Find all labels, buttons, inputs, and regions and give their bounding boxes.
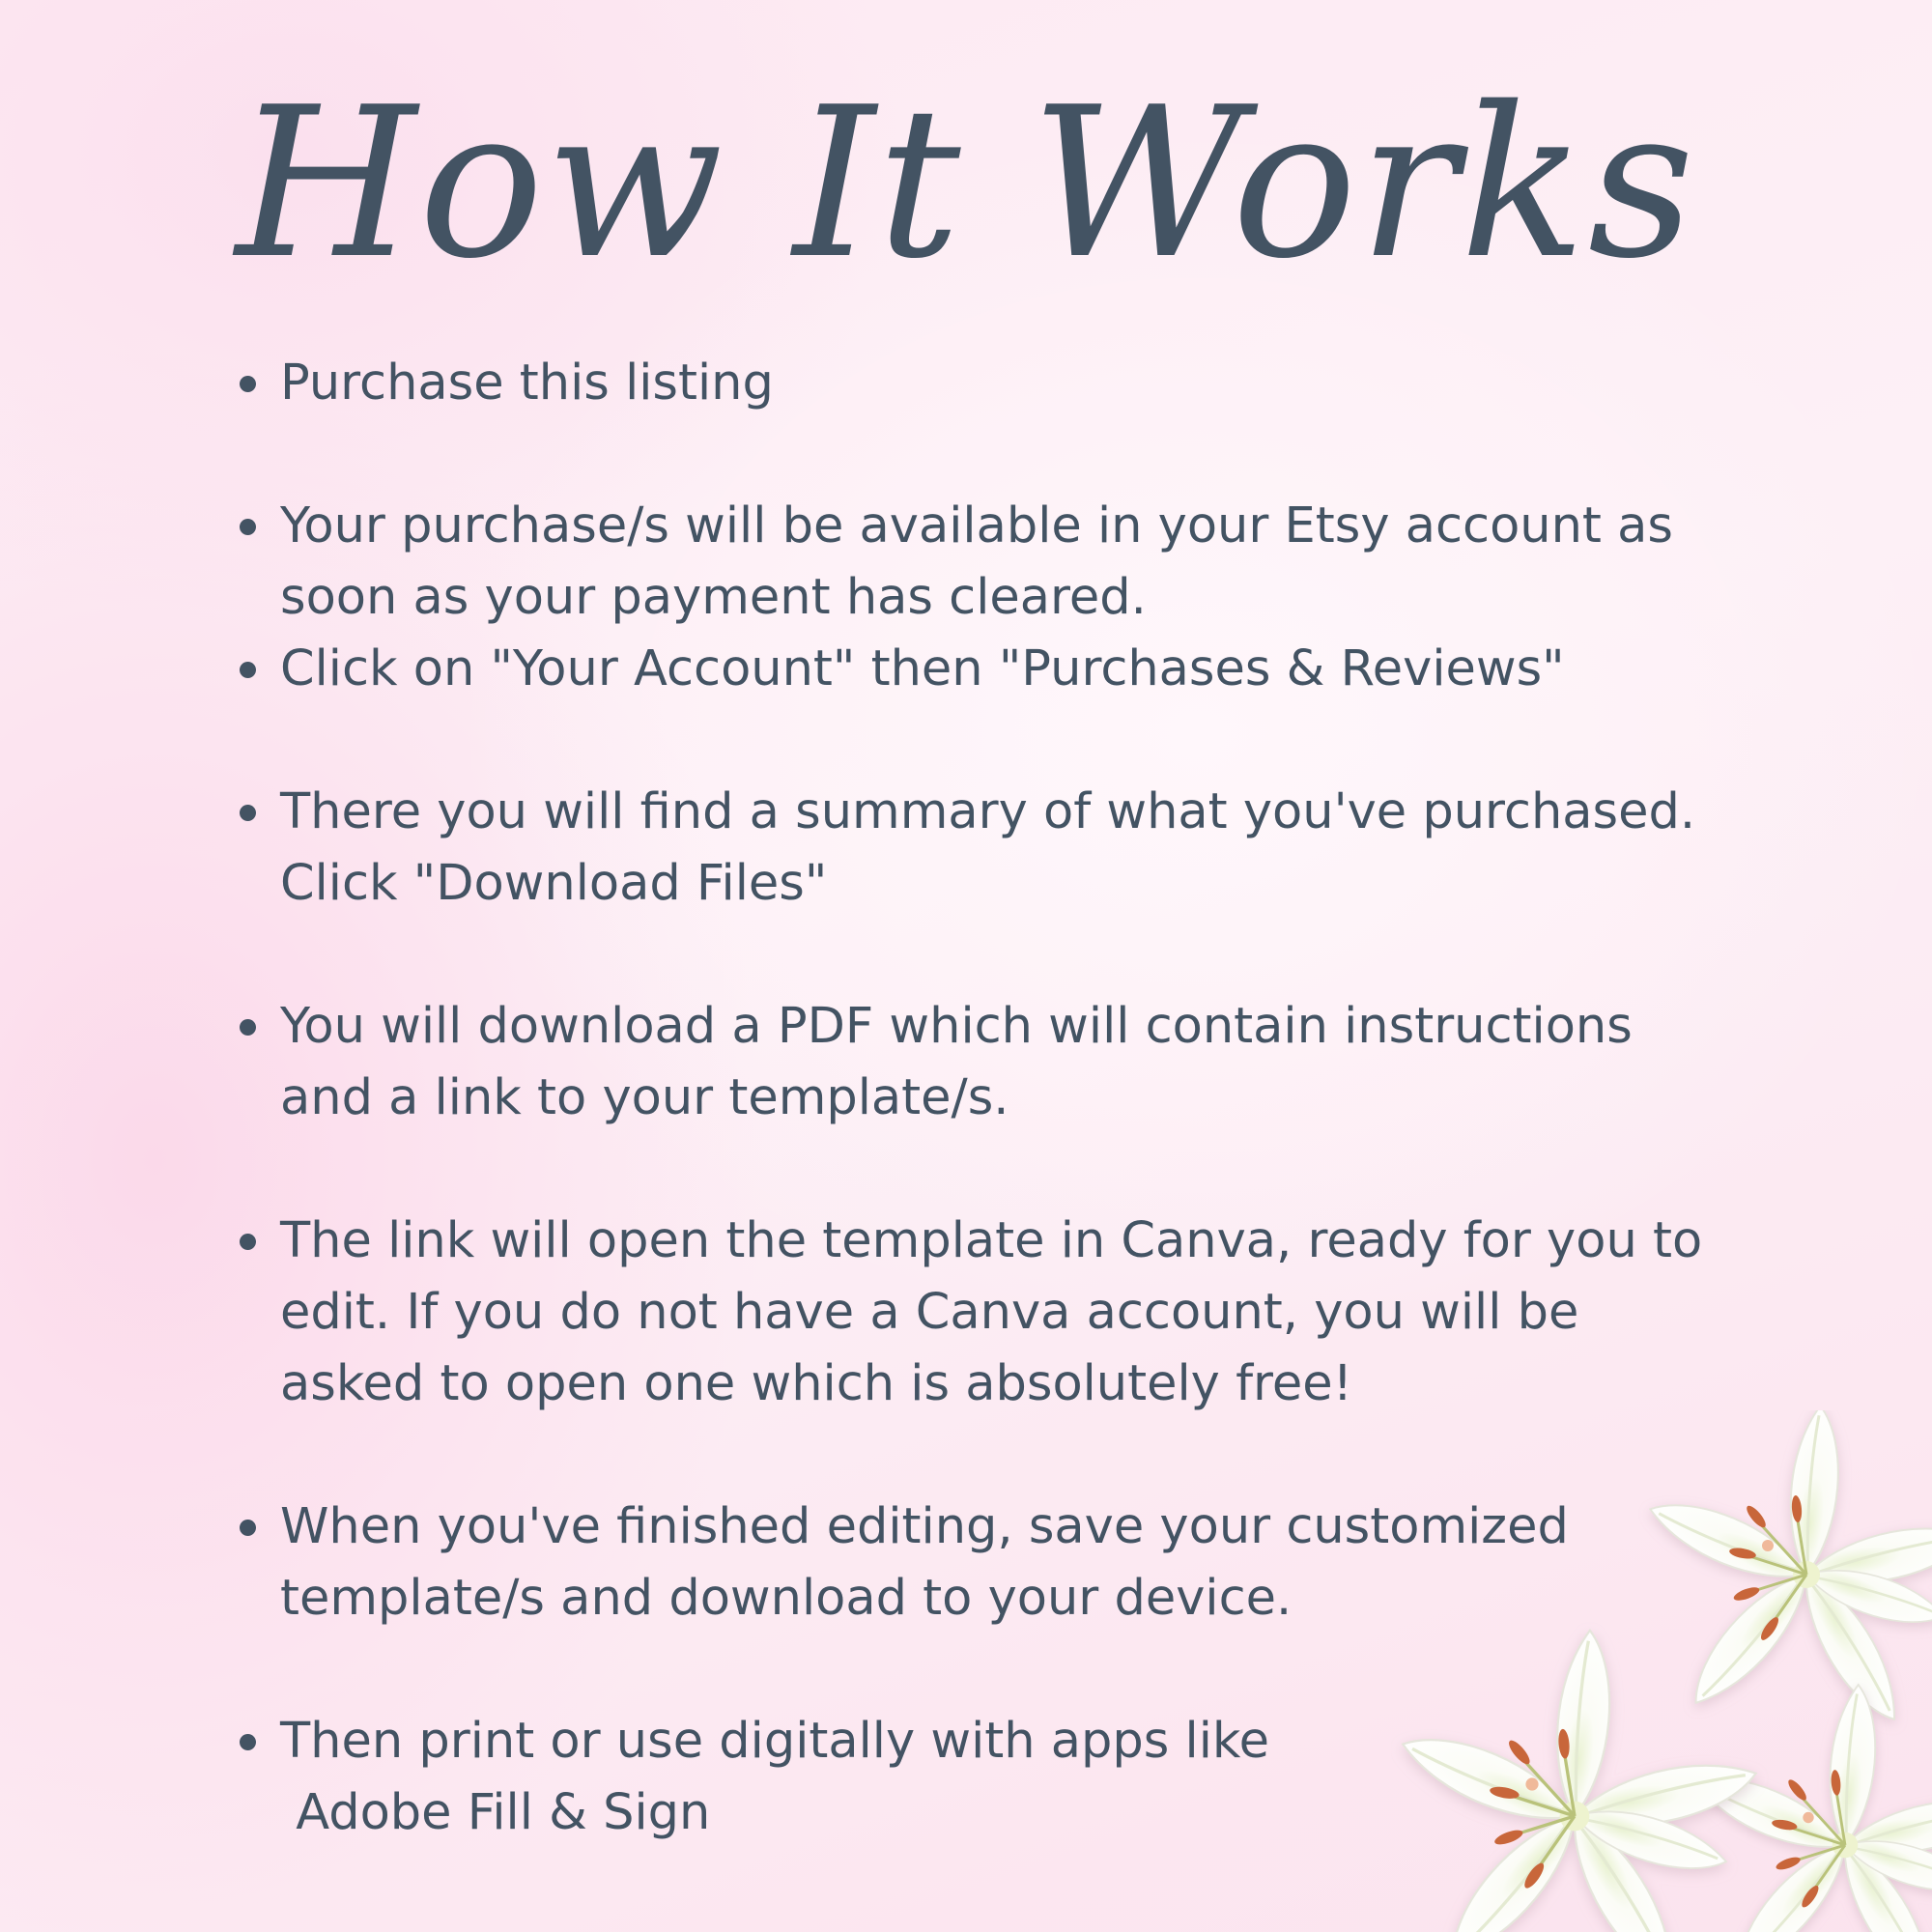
bullet-icon bbox=[240, 376, 256, 392]
bullet-icon bbox=[240, 519, 256, 535]
list-item bbox=[232, 491, 1816, 634]
list-item-text: edit. If you do not have a Canva account, you will be bbox=[280, 1284, 1579, 1341]
bullet-icon bbox=[240, 805, 256, 821]
list-item-text: You will download a PDF which will contain instructions bbox=[280, 998, 1633, 1055]
bullet-icon bbox=[240, 1234, 256, 1250]
list-item bbox=[232, 777, 1816, 920]
list-item-text: Adobe Fill & Sign bbox=[280, 1784, 711, 1841]
bullet-icon bbox=[240, 1019, 256, 1036]
list-item-text: Click "Download Files" bbox=[280, 855, 828, 912]
list-item-text: When you've finished editing, save your customized bbox=[280, 1498, 1569, 1555]
list-item-text: asked to open one which is absolutely free! bbox=[280, 1355, 1353, 1412]
lily-flowers-icon bbox=[1391, 1410, 1932, 1932]
list-item-text: soon as your payment has cleared. bbox=[280, 569, 1147, 626]
list-item-text: There you will find a summary of what you've purchased. bbox=[280, 783, 1696, 840]
bullet-icon bbox=[240, 662, 256, 678]
page-title: How It Works bbox=[235, 62, 1697, 304]
bullet-icon bbox=[240, 1734, 256, 1750]
list-item bbox=[232, 1206, 1816, 1420]
bullet-icon bbox=[240, 1520, 256, 1536]
list-item-text: and a link to your template/s. bbox=[280, 1069, 1009, 1126]
list-item-text: Purchase this listing bbox=[280, 355, 774, 412]
list-item bbox=[232, 634, 1816, 705]
list-item bbox=[232, 991, 1816, 1134]
list-item bbox=[232, 348, 1816, 419]
list-item-text: template/s and download to your device. bbox=[280, 1570, 1293, 1627]
list-item-text: Click on "Your Account" then "Purchases & Reviews" bbox=[280, 640, 1565, 697]
list-item-text: Your purchase/s will be available in your Etsy account as bbox=[280, 497, 1673, 554]
list-item-text: The link will open the template in Canva, ready for you to bbox=[280, 1212, 1703, 1269]
list-item-text: Then print or use digitally with apps like bbox=[280, 1713, 1269, 1770]
